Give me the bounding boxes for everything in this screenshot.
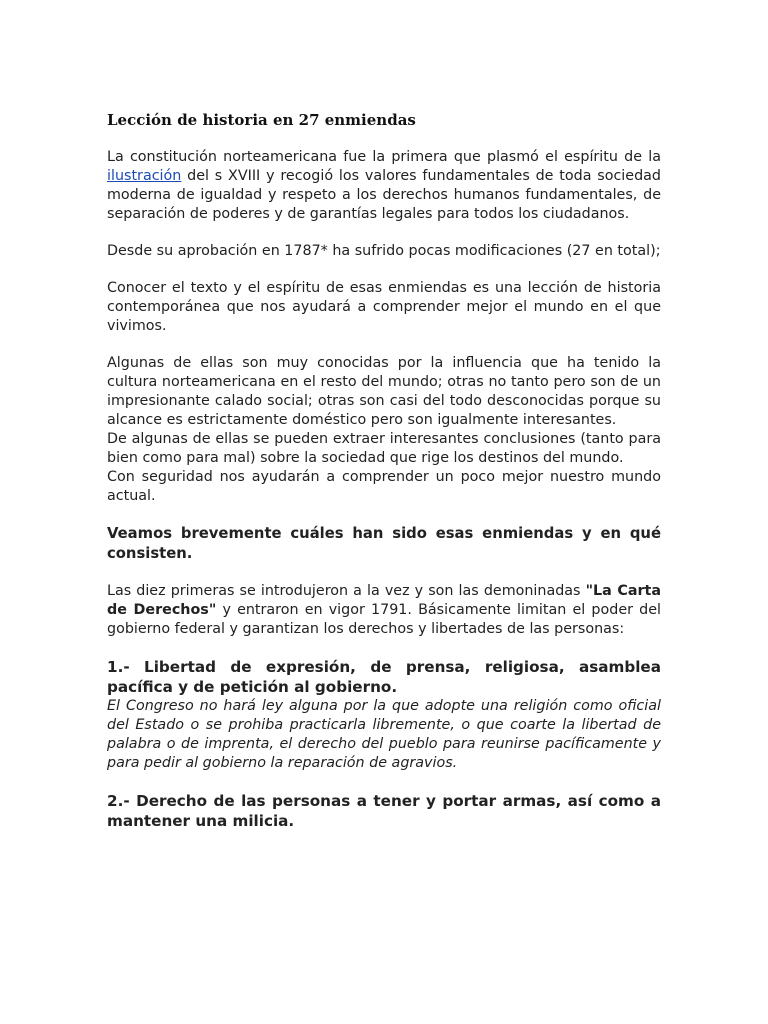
bill-text-start: Las diez primeras se introdujeron a la vez y son las demoninadas	[107, 583, 586, 599]
understanding-paragraph: Con seguridad nos ayudarán a comprender un poco mejor nuestro mundo actual.	[107, 469, 661, 504]
amendment-text: El Congreso no hará ley alguna por la que adopte una religión como oficial del Estado o se prohiba practicarla libremente, o que coarte la libertad de palabra o de imprenta, el derecho del pueblo para reunirse pacíficamente y para pedir al gobierno la reparación de agravios.	[107, 698, 661, 771]
intro-text-start: La constitución norteamericana fue la primera que plasmó el espíritu de la	[107, 149, 661, 165]
bill-of-rights-paragraph	[107, 582, 661, 639]
ilustracion-link[interactable]: ilustración	[107, 168, 182, 184]
section-intro-heading: Veamos brevemente cuáles han sido esas enmiendas y en qué consisten.	[107, 525, 661, 562]
bill-of-rights-name: "La Carta de Derechos"	[107, 583, 662, 618]
document-content	[107, 110, 661, 849]
amendment-item	[107, 657, 661, 773]
amendment-heading: 1.- Libertad de expresión, de prensa, religiosa, asamblea pacífica y de petición al gobierno.	[107, 658, 661, 696]
amendment-item	[107, 791, 661, 831]
intro-text-end: del s XVIII y recogió los valores fundamentales de toda sociedad moderna de igualdad y respeto a los derechos humanos fundamentales, de separación de poderes y de garantías legales para todos los ciudadanos.	[107, 168, 661, 222]
approval-paragraph: Desde su aprobación en 1787* ha sufrido pocas modificaciones (27 en total);	[107, 243, 661, 259]
bill-text-end: y entraron en vigor 1791. Básicamente limitan el poder del gobierno federal y garantizan los derechos y libertades de las personas:	[107, 602, 661, 637]
conclusions-paragraph: De algunas de ellas se pueden extraer interesantes conclusiones (tanto para bien como para mal) sobre la sociedad que rige los destinos del mundo.	[107, 431, 661, 466]
page-title: Lección de historia en 27 enmiendas	[107, 111, 416, 129]
known-amendments-paragraph: Algunas de ellas son muy conocidas por la influencia que ha tenido la cultura norteamericana en el resto del mundo; otras no tanto pero son de un impresionante calado social; otras son casi del todo desconocidas porque su alcance es estrictamente doméstico pero son igualmente interesantes.	[107, 355, 661, 428]
intro-paragraph	[107, 148, 661, 224]
amendments-overview	[107, 354, 661, 506]
knowledge-paragraph: Conocer el texto y el espíritu de esas enmiendas es una lección de historia contemporánea que nos ayudará a comprender mejor el mundo en el que vivimos.	[107, 280, 661, 334]
amendment-heading: 2.- Derecho de las personas a tener y portar armas, así como a mantener una milicia.	[107, 792, 661, 830]
